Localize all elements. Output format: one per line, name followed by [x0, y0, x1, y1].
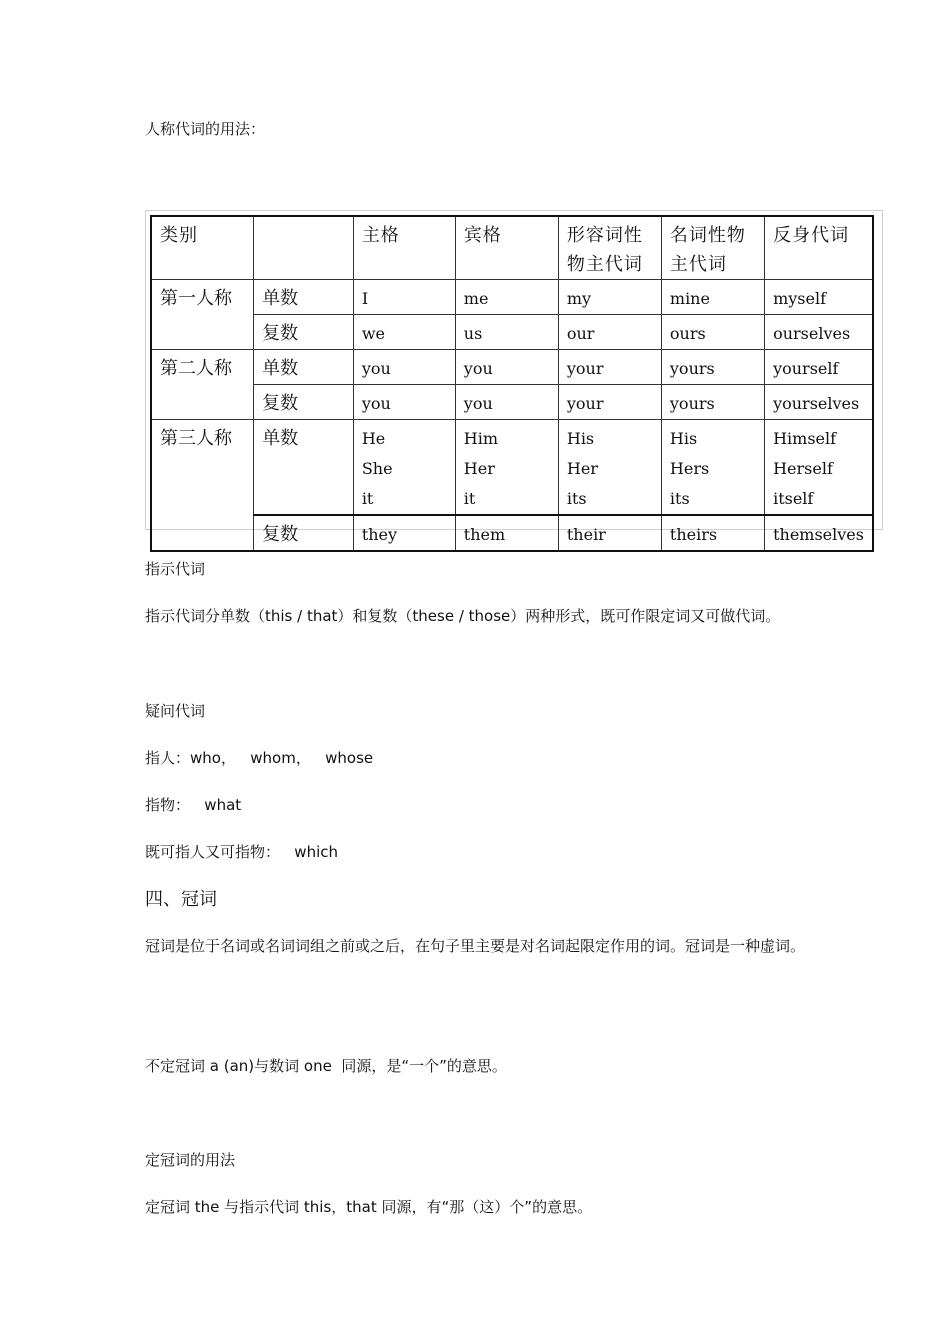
table-row [151, 385, 873, 420]
table-row [151, 315, 873, 350]
header-objective: 宾格 [455, 216, 558, 280]
table-cell [455, 420, 558, 516]
table-cell: we [353, 315, 455, 350]
table-cell: yourselves [765, 385, 873, 420]
cell-line: it [463, 489, 476, 508]
interrogative-both: 既可指人又可指物： which [145, 843, 339, 861]
cell-line: Herself [773, 459, 833, 478]
table-cell: theirs [661, 515, 764, 551]
header-adjective-possessive: 形容词性物主代词 [558, 216, 661, 280]
definite-article-title: 定冠词的用法 [145, 1151, 236, 1169]
singular-label: 单数 [254, 280, 354, 315]
plural-label: 复数 [254, 385, 354, 420]
header-reflexive: 反身代词 [765, 216, 873, 280]
table-cell: their [558, 515, 661, 551]
indefinite-article: 不定冠词 a (an)与数词 one 同源，是“一个”的意思。 [145, 1057, 507, 1075]
demonstrative-description: 指示代词分单数（this / that）和复数（these / those）两种形式，既可作限定词又可做代词。 [145, 607, 781, 625]
plural-label: 复数 [254, 515, 354, 551]
cell-line: She [361, 459, 393, 478]
table-cell: us [455, 315, 558, 350]
plural-label: 复数 [254, 315, 354, 350]
table-cell: them [455, 515, 558, 551]
table-row [151, 515, 873, 551]
singular-label: 单数 [254, 420, 354, 516]
table-cell [765, 420, 873, 516]
table-cell: myself [765, 280, 873, 315]
cell-line: Him [463, 429, 499, 448]
table-cell: me [455, 280, 558, 315]
table-cell: you [455, 350, 558, 385]
table-cell: themselves [765, 515, 873, 551]
table-cell: your [558, 350, 661, 385]
cell-line: His [566, 429, 595, 448]
cell-line: Her [463, 459, 495, 478]
table-row [151, 280, 873, 315]
header-subjective: 主格 [353, 216, 455, 280]
table-cell: I [353, 280, 455, 315]
interrogative-people: 指人：who， whom， whose [145, 749, 374, 767]
table-cell: your [558, 385, 661, 420]
article-description: 冠词是位于名词或名词词组之前或之后，在句子里主要是对名词起限定作用的词。冠词是一种虚词。 [145, 937, 806, 955]
singular-label: 单数 [254, 350, 354, 385]
table-cell [353, 420, 455, 516]
definite-article-description: 定冠词 the 与指示代词 this，that 同源，有“那（这）个”的意思。 [145, 1198, 593, 1216]
table-cell [661, 420, 764, 516]
table-cell: our [558, 315, 661, 350]
table-cell: my [558, 280, 661, 315]
article-heading: 四、冠词 [145, 889, 217, 910]
table-cell [558, 420, 661, 516]
table-cell: mine [661, 280, 764, 315]
table-row [151, 420, 873, 516]
cell-line: Hers [669, 459, 710, 478]
third-person-label: 第三人称 [151, 420, 254, 552]
table-cell: they [353, 515, 455, 551]
cell-line: it [361, 489, 374, 508]
personal-pronoun-table [150, 215, 874, 552]
table-row [151, 350, 873, 385]
cell-line: Himself [773, 429, 837, 448]
table-cell: ours [661, 315, 764, 350]
cell-line: its [669, 489, 690, 508]
demonstrative-title: 指示代词 [145, 560, 206, 578]
table-cell: ourselves [765, 315, 873, 350]
cell-line: Her [566, 459, 598, 478]
table-cell: you [353, 385, 455, 420]
first-person-label: 第一人称 [151, 280, 254, 350]
header-category: 类别 [151, 216, 254, 280]
cell-line: He [361, 429, 386, 448]
interrogative-things: 指物： what [145, 796, 242, 814]
cell-line: His [669, 429, 698, 448]
header-noun-possessive: 名词性物主代词 [661, 216, 764, 280]
pronoun-usage-title: 人称代词的用法： [145, 120, 266, 138]
second-person-label: 第二人称 [151, 350, 254, 420]
table-header-row [151, 216, 873, 280]
table-cell: you [353, 350, 455, 385]
table-cell: you [455, 385, 558, 420]
table-cell: yours [661, 385, 764, 420]
header-blank [254, 216, 354, 280]
table-cell: yourself [765, 350, 873, 385]
cell-line: itself [773, 489, 814, 508]
interrogative-title: 疑问代词 [145, 702, 206, 720]
table-cell: yours [661, 350, 764, 385]
cell-line: its [566, 489, 587, 508]
